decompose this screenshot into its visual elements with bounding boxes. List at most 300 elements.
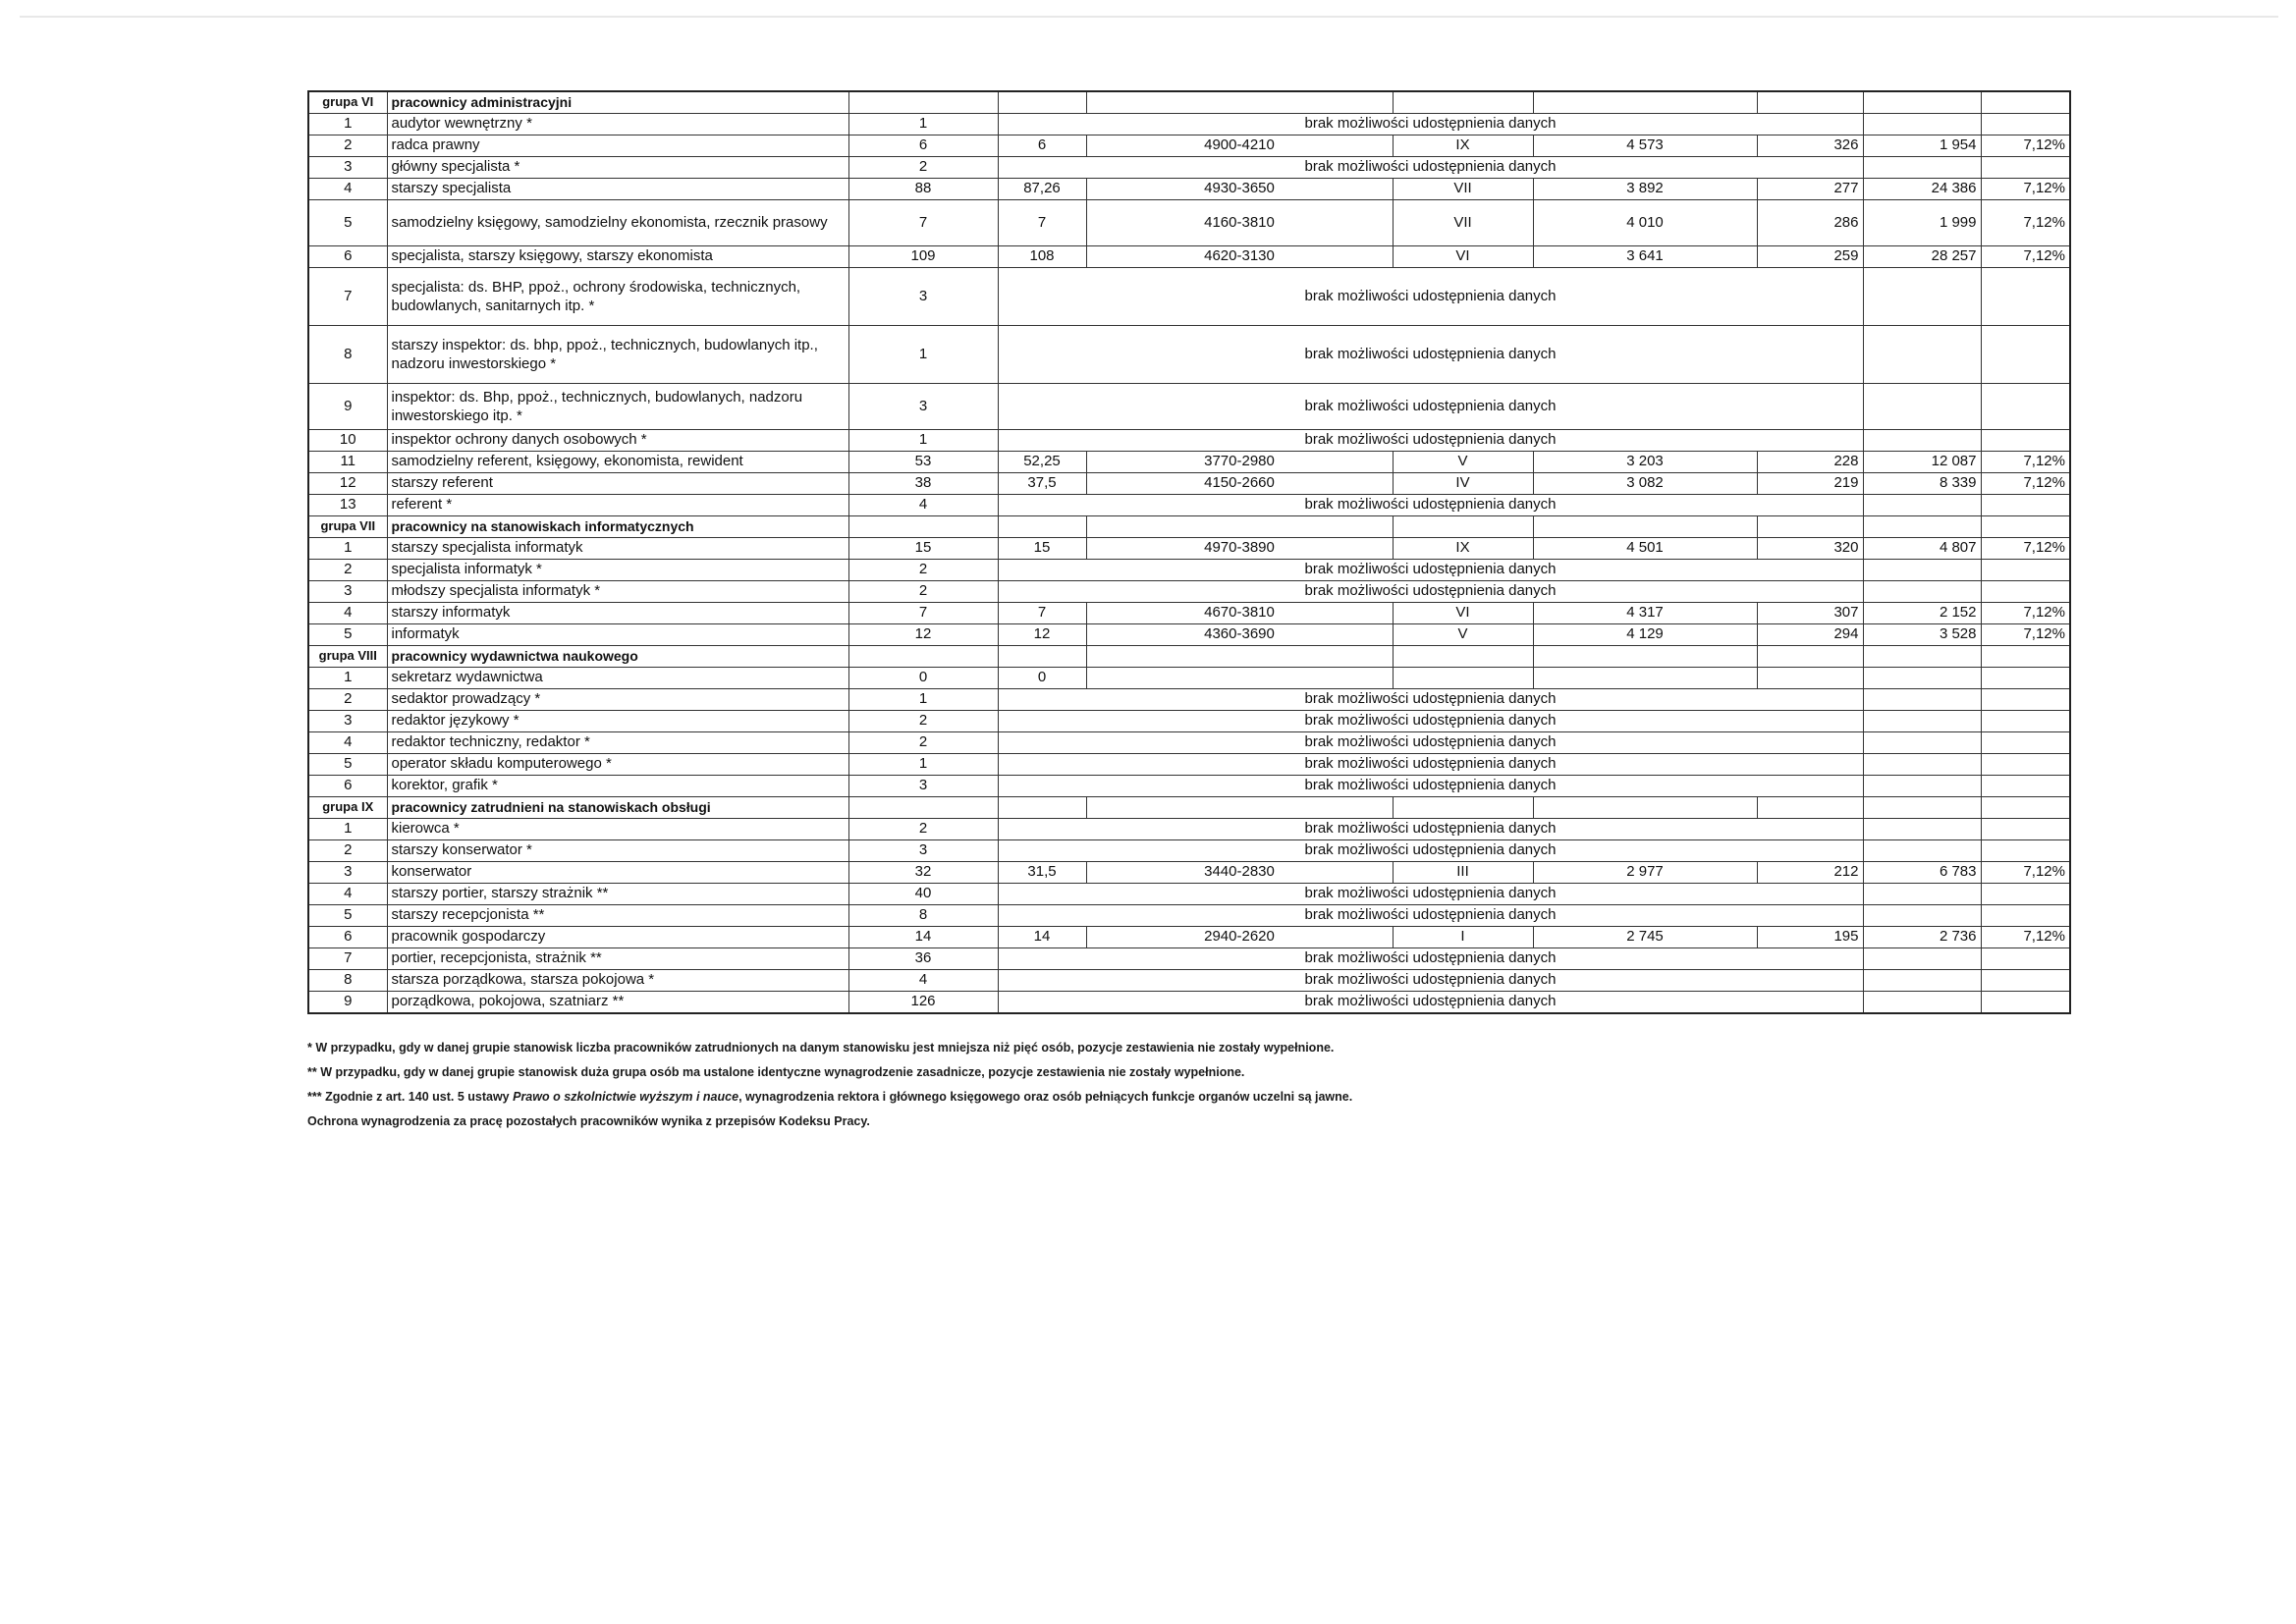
- position-name: informatyk: [387, 624, 848, 646]
- salary-range: 4620-3130: [1086, 246, 1393, 268]
- empty-cell: [1533, 646, 1757, 668]
- row-number: 1: [308, 114, 387, 135]
- row-number: 6: [308, 776, 387, 797]
- employee-count: 40: [848, 884, 998, 905]
- raise-amount: 294: [1757, 624, 1863, 646]
- group-code: grupa VIII: [308, 646, 387, 668]
- row-number: 3: [308, 157, 387, 179]
- table-row: [308, 819, 2070, 840]
- empty-cell: [1863, 840, 1981, 862]
- data-unavailable-note: brak możliwości udostępnienia danych: [998, 732, 1863, 754]
- salary-category: V: [1393, 452, 1533, 473]
- row-number: 9: [308, 384, 387, 430]
- fte-value: 7: [998, 200, 1086, 246]
- position-name: starszy specjalista informatyk: [387, 538, 848, 560]
- salary-category: VII: [1393, 200, 1533, 246]
- empty-cell: [998, 516, 1086, 538]
- table-row: [308, 135, 2070, 157]
- empty-cell: [1981, 948, 2070, 970]
- empty-cell: [1086, 668, 1393, 689]
- table-row: [308, 384, 2070, 430]
- footnote-3-act-title: Prawo o szkolnictwie wyższym i nauce: [513, 1090, 739, 1104]
- row-number: 4: [308, 603, 387, 624]
- position-name: samodzielny referent, księgowy, ekonomista, rewident: [387, 452, 848, 473]
- raise-percent: 7,12%: [1981, 624, 2070, 646]
- position-name: redaktor językowy *: [387, 711, 848, 732]
- table-row: [308, 905, 2070, 927]
- employee-count: 3: [848, 384, 998, 430]
- position-name: młodszy specjalista informatyk *: [387, 581, 848, 603]
- group-header-row: [308, 646, 2070, 668]
- table-row: [308, 430, 2070, 452]
- empty-cell: [1981, 711, 2070, 732]
- data-unavailable-note: brak możliwości udostępnienia danych: [998, 430, 1863, 452]
- group-code: grupa IX: [308, 797, 387, 819]
- data-unavailable-note: brak możliwości udostępnienia danych: [998, 495, 1863, 516]
- empty-cell: [1863, 948, 1981, 970]
- empty-cell: [848, 91, 998, 114]
- row-number: 1: [308, 668, 387, 689]
- empty-cell: [848, 516, 998, 538]
- fte-value: 108: [998, 246, 1086, 268]
- raise-percent: 7,12%: [1981, 927, 2070, 948]
- table-row: [308, 624, 2070, 646]
- empty-cell: [1863, 114, 1981, 135]
- group-header-row: [308, 91, 2070, 114]
- fte-value: 12: [998, 624, 1086, 646]
- salary-range: 2940-2620: [1086, 927, 1393, 948]
- empty-cell: [1863, 384, 1981, 430]
- row-number: 8: [308, 970, 387, 992]
- row-number: 12: [308, 473, 387, 495]
- employee-count: 7: [848, 200, 998, 246]
- table-row: [308, 473, 2070, 495]
- position-name: główny specjalista *: [387, 157, 848, 179]
- position-name: konserwator: [387, 862, 848, 884]
- footnote-3-prefix: *** Zgodnie z art. 140 ust. 5 ustawy: [307, 1090, 510, 1104]
- salary-range: 4150-2660: [1086, 473, 1393, 495]
- position-name: porządkowa, pokojowa, szatniarz **: [387, 992, 848, 1014]
- total-raise: 2 736: [1863, 927, 1981, 948]
- table-row: [308, 114, 2070, 135]
- data-unavailable-note: brak możliwości udostępnienia danych: [998, 948, 1863, 970]
- empty-cell: [1757, 797, 1863, 819]
- employee-count: 2: [848, 560, 998, 581]
- salary-category: VII: [1393, 179, 1533, 200]
- empty-cell: [1863, 970, 1981, 992]
- average-salary: 2 977: [1533, 862, 1757, 884]
- raise-amount: 228: [1757, 452, 1863, 473]
- empty-cell: [1533, 516, 1757, 538]
- salary-category: VI: [1393, 603, 1533, 624]
- total-raise: 2 152: [1863, 603, 1981, 624]
- empty-cell: [1981, 495, 2070, 516]
- total-raise: 6 783: [1863, 862, 1981, 884]
- empty-cell: [1757, 516, 1863, 538]
- empty-cell: [1863, 581, 1981, 603]
- empty-cell: [1863, 430, 1981, 452]
- table-row: [308, 495, 2070, 516]
- table-row: [308, 884, 2070, 905]
- salary-category: IV: [1393, 473, 1533, 495]
- table-row: [308, 970, 2070, 992]
- row-number: 9: [308, 992, 387, 1014]
- table-row: [308, 948, 2070, 970]
- position-name: specjalista informatyk *: [387, 560, 848, 581]
- table-body: [308, 91, 2070, 1013]
- employee-count: 0: [848, 668, 998, 689]
- footnote-3-suffix: , wynagrodzenia rektora i głównego księgowego oraz osób pełniących funkcje organów uczelni są jawne.: [738, 1090, 1353, 1104]
- row-number: 7: [308, 948, 387, 970]
- fte-value: 52,25: [998, 452, 1086, 473]
- employee-count: 2: [848, 157, 998, 179]
- position-name: korektor, grafik *: [387, 776, 848, 797]
- empty-cell: [1863, 668, 1981, 689]
- raise-percent: 7,12%: [1981, 452, 2070, 473]
- empty-cell: [1981, 668, 2070, 689]
- total-raise: 8 339: [1863, 473, 1981, 495]
- employee-count: 4: [848, 495, 998, 516]
- footnote-4: Ochrona wynagrodzenia za pracę pozostałych pracowników wynika z przepisów Kodeksu Pracy.: [307, 1114, 870, 1128]
- data-unavailable-note: brak możliwości udostępnienia danych: [998, 905, 1863, 927]
- empty-cell: [1863, 776, 1981, 797]
- employee-count: 109: [848, 246, 998, 268]
- table-row: [308, 581, 2070, 603]
- employee-count: 12: [848, 624, 998, 646]
- salary-range: 4970-3890: [1086, 538, 1393, 560]
- position-name: starszy referent: [387, 473, 848, 495]
- table-row: [308, 603, 2070, 624]
- fte-value: 15: [998, 538, 1086, 560]
- data-unavailable-note: brak możliwości udostępnienia danych: [998, 157, 1863, 179]
- data-unavailable-note: brak możliwości udostępnienia danych: [998, 268, 1863, 326]
- employee-count: 3: [848, 840, 998, 862]
- position-name: starszy inspektor: ds. bhp, ppoż., technicznych, budowlanych itp., nadzoru inwestorskiego *: [387, 326, 848, 384]
- empty-cell: [1863, 560, 1981, 581]
- empty-cell: [1863, 326, 1981, 384]
- employee-count: 4: [848, 970, 998, 992]
- salary-category: I: [1393, 927, 1533, 948]
- employee-count: 6: [848, 135, 998, 157]
- data-unavailable-note: brak możliwości udostępnienia danych: [998, 992, 1863, 1014]
- fte-value: 6: [998, 135, 1086, 157]
- employee-count: 32: [848, 862, 998, 884]
- employee-count: 126: [848, 992, 998, 1014]
- empty-cell: [1981, 114, 2070, 135]
- data-unavailable-note: brak możliwości udostępnienia danych: [998, 326, 1863, 384]
- table-row: [308, 326, 2070, 384]
- fte-value: 37,5: [998, 473, 1086, 495]
- salary-category: VI: [1393, 246, 1533, 268]
- empty-cell: [1981, 326, 2070, 384]
- empty-cell: [1757, 668, 1863, 689]
- table-row: [308, 560, 2070, 581]
- position-name: starszy recepcjonista **: [387, 905, 848, 927]
- average-salary: 2 745: [1533, 927, 1757, 948]
- raise-amount: 307: [1757, 603, 1863, 624]
- table-row: [308, 711, 2070, 732]
- fte-value: 87,26: [998, 179, 1086, 200]
- position-name: starszy konserwator *: [387, 840, 848, 862]
- raise-percent: 7,12%: [1981, 473, 2070, 495]
- position-name: sedaktor prowadzący *: [387, 689, 848, 711]
- position-name: starsza porządkowa, starsza pokojowa *: [387, 970, 848, 992]
- footnote-2: ** W przypadku, gdy w danej grupie stanowisk duża grupa osób ma ustalone identyczne wynagrodzenie zasadnicze, pozycje zestawienia nie zostały wypełnione.: [307, 1065, 1245, 1079]
- empty-cell: [1863, 754, 1981, 776]
- row-number: 1: [308, 538, 387, 560]
- total-raise: 12 087: [1863, 452, 1981, 473]
- row-number: 13: [308, 495, 387, 516]
- data-unavailable-note: brak możliwości udostępnienia danych: [998, 711, 1863, 732]
- table-row: [308, 668, 2070, 689]
- empty-cell: [1981, 840, 2070, 862]
- empty-cell: [1863, 495, 1981, 516]
- data-unavailable-note: brak możliwości udostępnienia danych: [998, 114, 1863, 135]
- empty-cell: [1981, 268, 2070, 326]
- row-number: 10: [308, 430, 387, 452]
- empty-cell: [1981, 732, 2070, 754]
- empty-cell: [1981, 905, 2070, 927]
- employee-count: 7: [848, 603, 998, 624]
- position-name: pracownik gospodarczy: [387, 927, 848, 948]
- empty-cell: [1393, 668, 1533, 689]
- group-title: pracownicy administracyjni: [387, 91, 848, 114]
- empty-cell: [1981, 646, 2070, 668]
- row-number: 2: [308, 840, 387, 862]
- table-row: [308, 268, 2070, 326]
- position-name: specjalista, starszy księgowy, starszy ekonomista: [387, 246, 848, 268]
- average-salary: 3 641: [1533, 246, 1757, 268]
- empty-cell: [998, 646, 1086, 668]
- empty-cell: [1863, 732, 1981, 754]
- raise-amount: 259: [1757, 246, 1863, 268]
- employee-count: 15: [848, 538, 998, 560]
- empty-cell: [1981, 430, 2070, 452]
- data-unavailable-note: brak możliwości udostępnienia danych: [998, 819, 1863, 840]
- employee-count: 88: [848, 179, 998, 200]
- raise-percent: 7,12%: [1981, 862, 2070, 884]
- salary-range: 3770-2980: [1086, 452, 1393, 473]
- position-name: kierowca *: [387, 819, 848, 840]
- empty-cell: [1533, 668, 1757, 689]
- row-number: 2: [308, 560, 387, 581]
- data-unavailable-note: brak możliwości udostępnienia danych: [998, 581, 1863, 603]
- data-unavailable-note: brak możliwości udostępnienia danych: [998, 840, 1863, 862]
- employee-count: 38: [848, 473, 998, 495]
- position-name: operator składu komputerowego *: [387, 754, 848, 776]
- empty-cell: [1981, 384, 2070, 430]
- position-name: starszy specjalista: [387, 179, 848, 200]
- position-name: portier, recepcjonista, strażnik **: [387, 948, 848, 970]
- row-number: 5: [308, 905, 387, 927]
- fte-value: 14: [998, 927, 1086, 948]
- table-row: [308, 992, 2070, 1014]
- empty-cell: [1981, 970, 2070, 992]
- empty-cell: [1981, 581, 2070, 603]
- empty-cell: [1533, 91, 1757, 114]
- total-raise: 1 999: [1863, 200, 1981, 246]
- table-row: [308, 862, 2070, 884]
- average-salary: 4 010: [1533, 200, 1757, 246]
- employee-count: 8: [848, 905, 998, 927]
- group-title: pracownicy na stanowiskach informatycznych: [387, 516, 848, 538]
- empty-cell: [1393, 797, 1533, 819]
- raise-percent: 7,12%: [1981, 179, 2070, 200]
- total-raise: 24 386: [1863, 179, 1981, 200]
- position-name: starszy informatyk: [387, 603, 848, 624]
- empty-cell: [1863, 516, 1981, 538]
- total-raise: 4 807: [1863, 538, 1981, 560]
- employee-count: 3: [848, 776, 998, 797]
- empty-cell: [1981, 797, 2070, 819]
- footnotes: [307, 1036, 1977, 1134]
- empty-cell: [1533, 797, 1757, 819]
- row-number: 8: [308, 326, 387, 384]
- salary-category: III: [1393, 862, 1533, 884]
- row-number: 3: [308, 862, 387, 884]
- employee-count: 1: [848, 689, 998, 711]
- empty-cell: [848, 797, 998, 819]
- row-number: 7: [308, 268, 387, 326]
- group-title: pracownicy wydawnictwa naukowego: [387, 646, 848, 668]
- raise-amount: 320: [1757, 538, 1863, 560]
- position-name: specjalista: ds. BHP, ppoż., ochrony środowiska, technicznych, budowlanych, sanitarnych itp. *: [387, 268, 848, 326]
- salary-range: 4360-3690: [1086, 624, 1393, 646]
- table-row: [308, 754, 2070, 776]
- empty-cell: [1981, 91, 2070, 114]
- row-number: 4: [308, 179, 387, 200]
- raise-amount: 212: [1757, 862, 1863, 884]
- data-unavailable-note: brak możliwości udostępnienia danych: [998, 384, 1863, 430]
- raise-amount: 195: [1757, 927, 1863, 948]
- group-header-row: [308, 797, 2070, 819]
- table-row: [308, 246, 2070, 268]
- empty-cell: [1757, 91, 1863, 114]
- empty-cell: [998, 797, 1086, 819]
- employee-count: 53: [848, 452, 998, 473]
- empty-cell: [1086, 646, 1393, 668]
- total-raise: 3 528: [1863, 624, 1981, 646]
- salary-table: [307, 90, 2071, 1014]
- empty-cell: [1863, 884, 1981, 905]
- average-salary: 3 082: [1533, 473, 1757, 495]
- average-salary: 3 892: [1533, 179, 1757, 200]
- employee-count: 1: [848, 114, 998, 135]
- employee-count: 2: [848, 819, 998, 840]
- group-code: grupa VI: [308, 91, 387, 114]
- empty-cell: [1863, 268, 1981, 326]
- salary-range: 4160-3810: [1086, 200, 1393, 246]
- empty-cell: [1863, 797, 1981, 819]
- empty-cell: [1981, 992, 2070, 1014]
- empty-cell: [1863, 157, 1981, 179]
- empty-cell: [1086, 797, 1393, 819]
- empty-cell: [848, 646, 998, 668]
- empty-cell: [1086, 516, 1393, 538]
- fte-value: 7: [998, 603, 1086, 624]
- average-salary: 4 573: [1533, 135, 1757, 157]
- group-title: pracownicy zatrudnieni na stanowiskach obsługi: [387, 797, 848, 819]
- table-row: [308, 157, 2070, 179]
- row-number: 11: [308, 452, 387, 473]
- position-name: sekretarz wydawnictwa: [387, 668, 848, 689]
- position-name: samodzielny księgowy, samodzielny ekonomista, rzecznik prasowy: [387, 200, 848, 246]
- empty-cell: [1981, 560, 2070, 581]
- table-row: [308, 927, 2070, 948]
- empty-cell: [1863, 646, 1981, 668]
- employee-count: 14: [848, 927, 998, 948]
- row-number: 5: [308, 200, 387, 246]
- average-salary: 3 203: [1533, 452, 1757, 473]
- position-name: redaktor techniczny, redaktor *: [387, 732, 848, 754]
- table-row: [308, 776, 2070, 797]
- position-name: radca prawny: [387, 135, 848, 157]
- salary-range: 4670-3810: [1086, 603, 1393, 624]
- position-name: inspektor ochrony danych osobowych *: [387, 430, 848, 452]
- empty-cell: [1393, 516, 1533, 538]
- empty-cell: [1393, 91, 1533, 114]
- employee-count: 2: [848, 732, 998, 754]
- raise-amount: 219: [1757, 473, 1863, 495]
- data-unavailable-note: brak możliwości udostępnienia danych: [998, 689, 1863, 711]
- empty-cell: [1981, 516, 2070, 538]
- employee-count: 1: [848, 326, 998, 384]
- row-number: 6: [308, 927, 387, 948]
- empty-cell: [1757, 646, 1863, 668]
- position-name: inspektor: ds. Bhp, ppoż., technicznych, budowlanych, nadzoru inwestorskiego itp. *: [387, 384, 848, 430]
- empty-cell: [1863, 819, 1981, 840]
- data-unavailable-note: brak możliwości udostępnienia danych: [998, 776, 1863, 797]
- empty-cell: [1863, 992, 1981, 1014]
- raise-amount: 326: [1757, 135, 1863, 157]
- average-salary: 4 129: [1533, 624, 1757, 646]
- table-row: [308, 200, 2070, 246]
- empty-cell: [1981, 884, 2070, 905]
- employee-count: 1: [848, 430, 998, 452]
- row-number: 3: [308, 581, 387, 603]
- employee-count: 1: [848, 754, 998, 776]
- data-unavailable-note: brak możliwości udostępnienia danych: [998, 560, 1863, 581]
- employee-count: 3: [848, 268, 998, 326]
- empty-cell: [1981, 776, 2070, 797]
- row-number: 4: [308, 732, 387, 754]
- table-row: [308, 452, 2070, 473]
- table-row: [308, 689, 2070, 711]
- empty-cell: [1086, 91, 1393, 114]
- salary-range: 4930-3650: [1086, 179, 1393, 200]
- row-number: 5: [308, 624, 387, 646]
- raise-percent: 7,12%: [1981, 135, 2070, 157]
- average-salary: 4 317: [1533, 603, 1757, 624]
- empty-cell: [1863, 689, 1981, 711]
- raise-percent: 7,12%: [1981, 200, 2070, 246]
- data-unavailable-note: brak możliwości udostępnienia danych: [998, 970, 1863, 992]
- fte-value: 0: [998, 668, 1086, 689]
- raise-percent: 7,12%: [1981, 246, 2070, 268]
- empty-cell: [998, 91, 1086, 114]
- salary-range: 4900-4210: [1086, 135, 1393, 157]
- row-number: 2: [308, 135, 387, 157]
- position-name: starszy portier, starszy strażnik **: [387, 884, 848, 905]
- row-number: 4: [308, 884, 387, 905]
- total-raise: 28 257: [1863, 246, 1981, 268]
- employee-count: 2: [848, 711, 998, 732]
- salary-range: 3440-2830: [1086, 862, 1393, 884]
- row-number: 2: [308, 689, 387, 711]
- empty-cell: [1981, 754, 2070, 776]
- raise-amount: 277: [1757, 179, 1863, 200]
- page-top-edge: [20, 16, 2278, 18]
